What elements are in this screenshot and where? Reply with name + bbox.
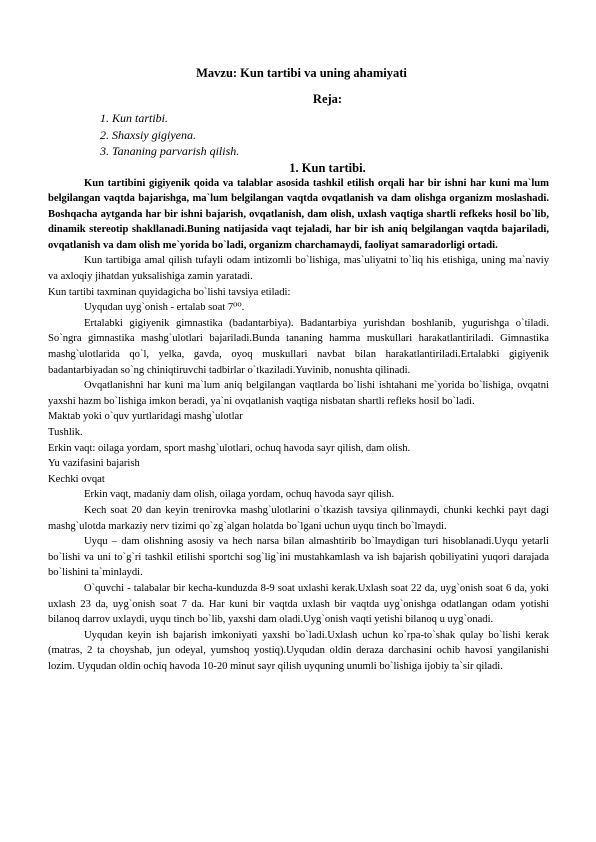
schedule-item: Yu vazifasini bajarish: [48, 458, 140, 470]
section-heading: 1. Kun tartibi.: [289, 160, 366, 175]
plan-item: 2. Shaxsiy gigiyena.: [100, 127, 196, 142]
paragraph: Uyqu – dam olishning asosiy va hech narsa bilan almashtirib bo`lmaydigan turi hisoblanadi.Uyqu yetarli bo`lishi va uni to`g`ri tashkil etilishi sportchi sog`lig`ini mustahkamlash va ish bajarish qobiliyatini yuqori darajada bo`lishini ta`minlaydi.: [48, 536, 549, 579]
paragraph-intro: Kun tartibini gigiyenik qoida va talablar asosida tashkil etilish orqali har bir ishni har kuni ma`lum belgilangan vaqtda bajarishga, ma`lum belgilangan vaqtda ovqatlanish va dam olishga organizm moslashadi. Boshqacha aytganda har bir ishni bajarish, ovqatlanish, dam olish, uxlash vaqtiga shartli refkeks hosil bo`lib, dinamik stereotip shakllanadi.Buning natijasida vaqt tejaladi, har bir ish aniq belgilangan vaqtda bajariladi, ovqatlanish va dam olish me`yorida bo`ladi, organizm charchamaydi, faoliyat samaradorligi ortadi.: [48, 177, 549, 251]
schedule-item: Uyqudan uyg`onish - ertalab soat 7⁰⁰.: [84, 302, 245, 314]
paragraph: Uyqudan keyin ish bajarish imkoniyati yaxshi bo`ladi.Uxlash uchun ko`rpa-to`shak qulay bo`lishi kerak (matras, 2 ta choyshab, jun odeyal, yumshoq yostiq).Uyqudan oldin deraza darchasini ochib havosi yangilanishi lozim. Uyqudan oldin ochiq havoda 10-20 minut sayr qilish uyquning unumli bo`lishiga ijobiy ta`sir qiladi.: [48, 629, 549, 672]
schedule-item: Tushlik.: [48, 427, 83, 438]
paragraph: O`quvchi - talabalar bir kecha-kunduzda 8-9 soat uxlashi kerak.Uxlash soat 22 da, uyg`onish soat 6 da, yoki uxlash 23 da, uyg`onish soat 7 da. Har kuni bir vaqtda uxlash bir vaqtda uyg`onishga odatlangan odam yotishi bilanoq darrov uxlaydi, uyqu tinch bo`lib, yaxshi dam oladi.Uyg`onish vaqti yetishi bilanoq u uyg`onadi.: [48, 582, 549, 626]
paragraph: Ovqatlanishni har kuni ma`lum aniq belgilangan vaqtlarda bo`lishi ishtahani me`yorida bo`lishiga, ovqatni yaxshi hazm bo`lishiga imkon beradi, ya`ni ovqatlanish vaqtiga nisbatan shartli refleks hosil bo`ladi.: [48, 380, 549, 407]
plan-item: 1. Kun tartibi.: [100, 111, 169, 125]
plan-heading: Reja:: [312, 92, 343, 106]
page-title: Mavzu: Kun tartibi va uning ahamiyati: [196, 66, 407, 80]
document-page: [48, 66, 549, 675]
schedule-item: Erkin vaqt: oilaga yordam, sport mashg`ulotlari, ochuq havoda sayr qilish, dam olish.: [48, 442, 411, 454]
paragraph: Erkin vaqt, madaniy dam olish, oilaga yordam, ochuq havoda sayr qilish.: [84, 489, 395, 501]
paragraph: Kun tartibiga amal qilish tufayli odam intizomli bo`lishiga, mas`uliyatni to`liq his etishiga, uning ma`naviy va axloqiy jihatdan yuksalishiga zamin yaratadi.: [48, 255, 549, 283]
paragraph: Kech soat 20 dan keyin trenirovka mashg`ulotlarini o`tkazish tavsiya qilinmaydi, chunki kechki payt dagi mashg`ulotda markaziy nerv tizimi qo`zg`algan holatda bo`lgani uchun uyqu tinch bo`lmaydi.: [48, 504, 549, 532]
plan-list: [48, 110, 549, 160]
schedule-item: Maktab yoki o`quv yurtlaridagi mashg`ulotlar: [48, 411, 243, 423]
paragraph: Ertalabki gigiyenik gimnastika (badantarbiya). Badantarbiya yurishdan boshlanib, yugurishga o`tiladi. So`ngra gimnastika mashg`ulotlari bajariladi.Bunda tananing hamma muskullari harakatlantiriladi. Gimnastika mashg`ulotlarida qo`l, yelka, gavda, oyoq muskullari navbat bilan harakatlantiriladi.Ertalabki gigiyenik badantarbiyadan so`ng chiniqtiruvchi tadbirlar o`tkaziladi.Yuvinib, nonushta qilinadi.: [48, 317, 549, 376]
paragraph: Kun tartibi taxminan quyidagicha bo`lishi tavsiya etiladi:: [48, 286, 291, 298]
plan-item: 3. Tananing parvarish qilish.: [100, 144, 240, 158]
schedule-item: Kechki ovqat: [48, 473, 105, 485]
